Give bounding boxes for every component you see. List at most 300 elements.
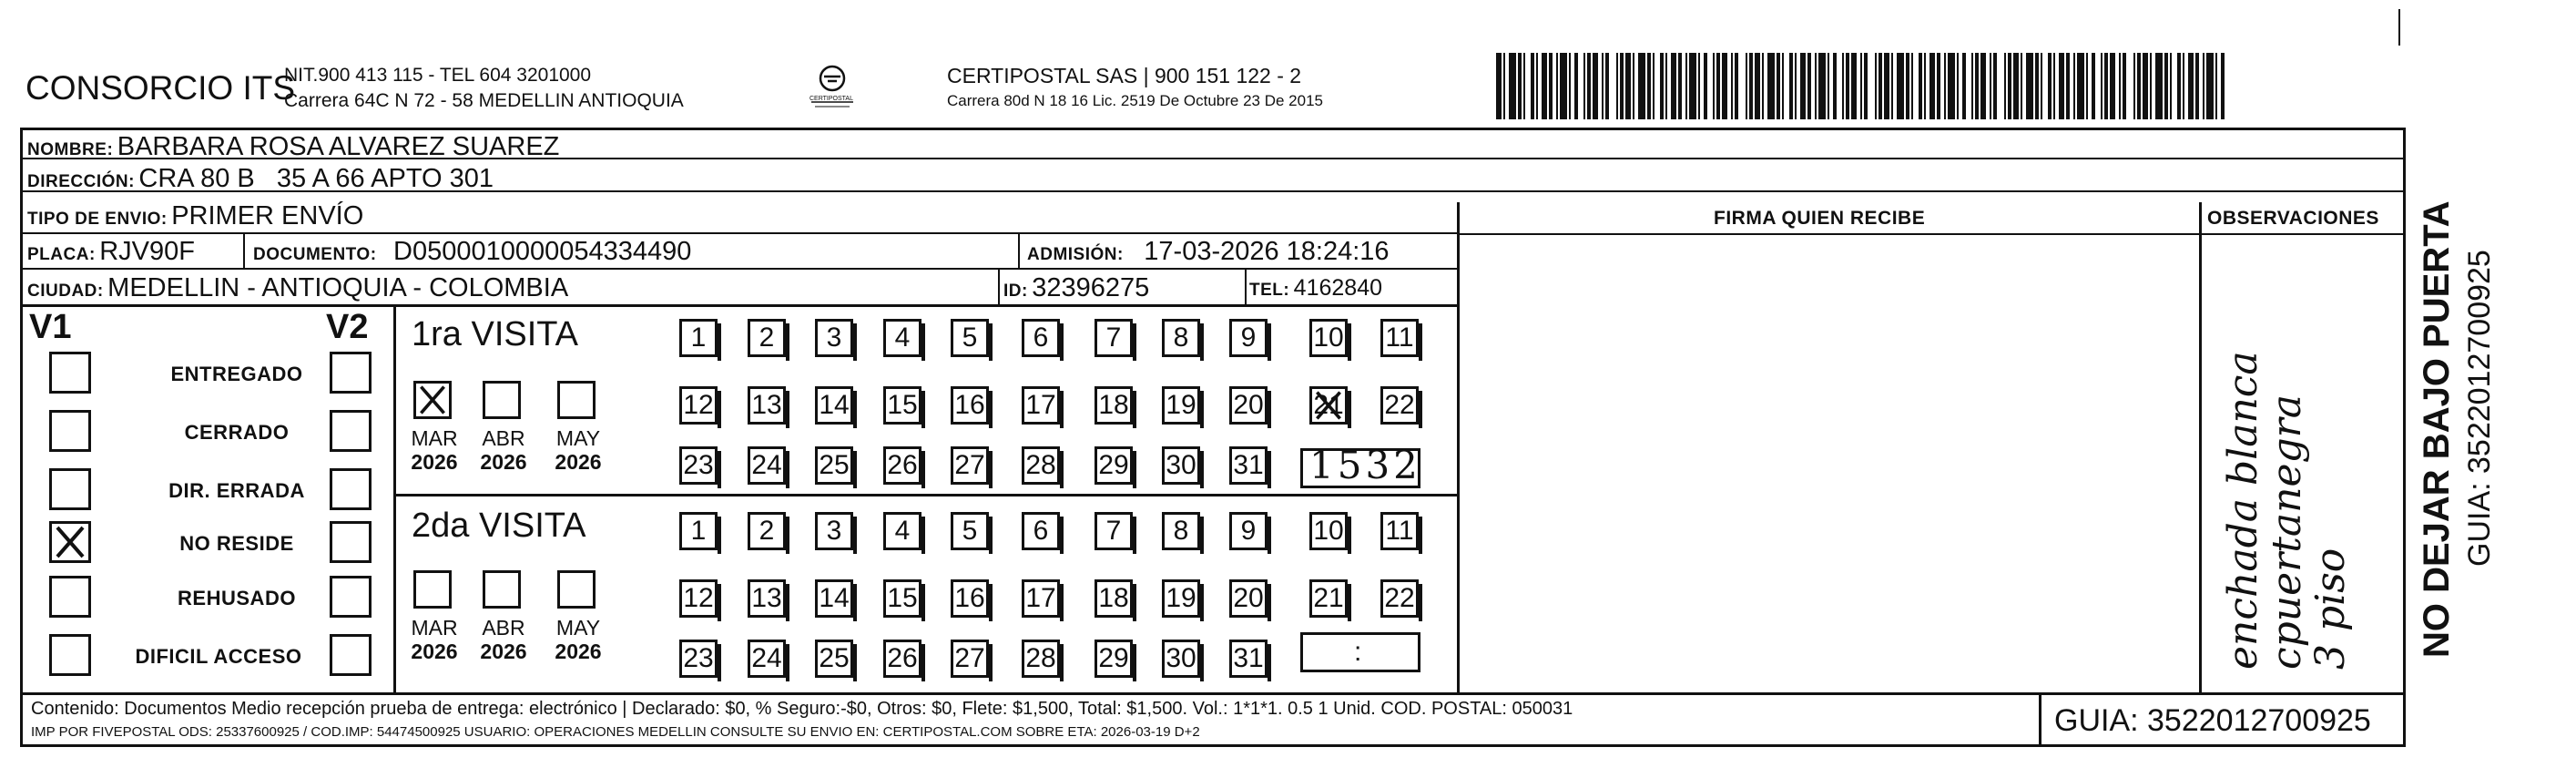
company-name: CONSORCIO ITS <box>25 69 296 107</box>
day-box[interactable] <box>1022 579 1060 618</box>
day-box[interactable] <box>748 319 786 357</box>
day-label: 31 <box>1233 450 1264 480</box>
day-label: 29 <box>1098 643 1129 673</box>
observaciones-label: OBSERVACIONES <box>2207 208 2379 229</box>
tipo-envio-label: TIPO DE ENVIO: <box>27 210 168 229</box>
month-checkbox[interactable] <box>483 381 521 419</box>
barcode-bar <box>1944 53 1946 119</box>
barcode-bar <box>1542 53 1547 119</box>
day-label: 2 <box>759 516 775 546</box>
reason-label: ENTREGADO <box>170 363 303 385</box>
barcode-bar <box>1698 53 1700 119</box>
day-box[interactable] <box>679 446 718 485</box>
day-box[interactable] <box>883 386 921 425</box>
barcode-bar <box>2092 53 2095 119</box>
barcode-bar <box>1713 53 1715 119</box>
day-box[interactable] <box>1022 319 1060 357</box>
v1-checkbox[interactable] <box>49 576 91 618</box>
barcode-bar <box>2066 53 2070 119</box>
barcode-bar <box>1828 53 1829 119</box>
reason-label: REHUSADO <box>178 587 296 609</box>
day-label: 30 <box>1166 450 1196 480</box>
day-box[interactable] <box>1022 386 1060 425</box>
day-label: 25 <box>819 643 850 673</box>
day-label: 10 <box>1313 322 1344 353</box>
second-visit-title: 2da VISITA <box>412 507 586 545</box>
reason-label: DIR. ERRADA <box>168 479 305 502</box>
v1-checkbox[interactable] <box>49 468 91 510</box>
day-box[interactable] <box>1309 579 1348 618</box>
barcode-bar <box>1782 53 1784 119</box>
v2-checkbox[interactable] <box>330 468 372 510</box>
barcode-bar <box>2206 53 2214 119</box>
year-label: 2026 <box>555 640 602 663</box>
day-box[interactable] <box>1162 446 1200 485</box>
day-box[interactable] <box>815 579 853 618</box>
day-label: 14 <box>819 583 850 613</box>
admision-label: ADMISIÓN: <box>1027 245 1124 264</box>
day-label: 27 <box>954 450 985 480</box>
documento-label: DOCUMENTO: <box>253 245 377 264</box>
month-label: MAY <box>555 426 601 450</box>
barcode-bar <box>1731 53 1733 119</box>
day-box[interactable] <box>1095 640 1133 678</box>
month-checkbox[interactable] <box>413 570 452 609</box>
barcode-bar <box>1749 53 1753 119</box>
month-label: ABR <box>482 426 525 450</box>
day-label: 14 <box>819 390 850 420</box>
barcode-bar <box>1536 53 1538 119</box>
day-box[interactable] <box>1022 446 1060 485</box>
day-label: 13 <box>751 390 782 420</box>
day-box[interactable] <box>883 446 921 485</box>
placa-value: RJV90F <box>99 237 195 266</box>
day-label: 11 <box>1385 322 1414 353</box>
barcode-bar <box>1678 53 1682 119</box>
certipostal-logo-text: CERTIPOSTAL <box>809 96 853 102</box>
day-box[interactable] <box>1162 640 1200 678</box>
day-box[interactable] <box>1162 319 1200 357</box>
year-label: 2026 <box>411 640 458 663</box>
day-box[interactable] <box>679 319 718 357</box>
day-label: 27 <box>954 643 985 673</box>
day-label: 21 <box>1313 390 1344 420</box>
barcode-bar <box>2059 53 2064 119</box>
day-label: 24 <box>751 450 782 480</box>
day-box[interactable] <box>1162 512 1200 550</box>
barcode-bar <box>1620 53 1624 119</box>
barcode-bar <box>1971 53 1973 119</box>
barcode-bar <box>2183 53 2184 119</box>
day-box[interactable] <box>1229 579 1268 618</box>
barcode-bar <box>2203 53 2204 119</box>
day-box[interactable] <box>748 386 786 425</box>
documento-value: D0500010000054334490 <box>393 237 692 266</box>
barcode-bar <box>1906 53 1909 119</box>
v2-checkbox[interactable] <box>330 576 372 618</box>
barcode-bar <box>1587 53 1591 119</box>
barcode-bar <box>1891 53 1893 119</box>
day-box[interactable] <box>748 579 786 618</box>
day-label: 19 <box>1166 583 1196 613</box>
v1-checkbox[interactable] <box>49 410 91 452</box>
barcode-bar <box>1911 53 1913 119</box>
tel-label: TEL: <box>1249 281 1290 300</box>
month-checkbox[interactable] <box>557 381 596 419</box>
day-label: 12 <box>683 583 714 613</box>
day-box[interactable] <box>815 386 853 425</box>
day-box[interactable] <box>1229 446 1268 485</box>
v1-checkbox[interactable] <box>49 352 91 394</box>
day-box[interactable] <box>1380 512 1419 550</box>
x-mark-icon <box>52 524 88 560</box>
day-label: 26 <box>887 450 918 480</box>
footer-guia: GUIA: 3522012700925 <box>2054 703 2371 738</box>
day-box[interactable] <box>1095 579 1133 618</box>
warning-text: NO DEJAR BAJO PUERTA <box>2417 200 2457 658</box>
day-box[interactable] <box>679 386 718 425</box>
day-box[interactable] <box>951 386 989 425</box>
barcode-bar <box>2077 53 2084 119</box>
ciudad-value: MEDELLIN - ANTIOQUIA - COLOMBIA <box>107 273 569 302</box>
day-label: 28 <box>1025 450 1056 480</box>
barcode-bar <box>2026 53 2033 119</box>
barcode-bar <box>1735 53 1738 119</box>
barcode-bar <box>1897 53 1904 119</box>
day-label: 8 <box>1173 322 1189 353</box>
day-label: 23 <box>683 643 714 673</box>
day-box[interactable] <box>951 640 989 678</box>
tipo-envio-value: PRIMER ENVÍO <box>171 201 364 230</box>
barcode-bar <box>1924 53 1926 119</box>
admision-value: 17-03-2026 18:24:16 <box>1144 237 1390 266</box>
v2-checkbox[interactable] <box>330 634 372 676</box>
barcode-bar <box>2013 53 2019 119</box>
day-label: 13 <box>751 583 782 613</box>
day-box[interactable] <box>1309 386 1348 425</box>
day-label: 3 <box>826 322 842 353</box>
day-label: 28 <box>1025 643 1056 673</box>
day-box[interactable] <box>883 640 921 678</box>
barcode-bar <box>1647 53 1651 119</box>
barcode-bar <box>1518 53 1522 119</box>
day-label: 12 <box>683 390 714 420</box>
barcode-bar <box>1665 53 1667 119</box>
barcode-bar <box>1593 53 1598 119</box>
month-checkbox[interactable] <box>483 570 521 609</box>
barcode-bar <box>1716 53 1720 119</box>
barcode-bar <box>1957 53 1959 119</box>
day-box[interactable] <box>1095 386 1133 425</box>
barcode-bar <box>1616 53 1618 119</box>
month-checkbox[interactable] <box>413 381 452 419</box>
barcode-bar <box>2155 53 2163 119</box>
year-label: 2026 <box>555 450 602 474</box>
day-box[interactable] <box>1229 640 1268 678</box>
day-label: 10 <box>1313 516 1344 546</box>
day-label: 17 <box>1025 390 1056 420</box>
day-label: 11 <box>1385 516 1414 546</box>
day-box[interactable] <box>1380 319 1419 357</box>
barcode-bar <box>1864 53 1868 119</box>
day-label: 4 <box>894 322 911 353</box>
barcode-bar <box>1638 53 1645 119</box>
barcode-bar <box>1689 53 1696 119</box>
day-box[interactable] <box>815 640 853 678</box>
day-box[interactable] <box>748 512 786 550</box>
v2-checkbox[interactable] <box>330 521 372 563</box>
day-label: 20 <box>1233 583 1264 613</box>
day-box[interactable] <box>1162 579 1200 618</box>
barcode-bar <box>2150 53 2152 119</box>
month-checkbox[interactable] <box>557 570 596 609</box>
barcode-bar <box>1704 53 1707 119</box>
barcode-bar <box>2008 53 2011 119</box>
barcode-bar <box>2177 53 2181 119</box>
barcode-bar <box>1879 53 1882 119</box>
day-label: 8 <box>1173 516 1189 546</box>
side-guia: GUIA: 3522012700925 <box>2462 250 2497 567</box>
first-visit-time: 1532 <box>1309 443 1421 487</box>
first-visit-title: 1ra VISITA <box>412 315 579 353</box>
day-box[interactable] <box>1229 319 1268 357</box>
barcode-bar <box>2188 53 2194 119</box>
day-box[interactable] <box>951 579 989 618</box>
day-box[interactable] <box>1022 640 1060 678</box>
barcode-bar <box>2195 53 2199 119</box>
barcode-bar <box>2101 53 2103 119</box>
day-label: 7 <box>1105 516 1122 546</box>
barcode-bar <box>1851 53 1857 119</box>
barcode-bar <box>1556 53 1558 119</box>
barcode-bar <box>1560 53 1567 119</box>
barcode-bar <box>1531 53 1534 119</box>
day-label: 1 <box>690 516 707 546</box>
day-box[interactable] <box>1022 512 1060 550</box>
day-label: 5 <box>962 322 978 353</box>
direccion-value: CRA 80 B 35 A 66 APTO 301 <box>138 164 494 193</box>
day-label: 1 <box>690 322 707 353</box>
reason-label: CERRADO <box>184 421 290 444</box>
day-label: 16 <box>954 583 985 613</box>
firma-label: FIRMA QUIEN RECIBE <box>1714 208 1926 229</box>
barcode <box>1496 53 2229 119</box>
day-box[interactable] <box>1380 579 1419 618</box>
barcode-bar <box>1549 53 1553 119</box>
barcode-bar <box>1846 53 1849 119</box>
day-box[interactable] <box>951 446 989 485</box>
barcode-bar <box>1962 53 1966 119</box>
barcode-bar <box>1875 53 1877 119</box>
observaciones-handwritten <box>2220 251 2360 670</box>
barcode-bar <box>1605 53 1609 119</box>
barcode-bar <box>2048 53 2052 119</box>
barcode-bar <box>1722 53 1727 119</box>
barcode-bar <box>2104 53 2108 119</box>
day-box[interactable] <box>883 579 921 618</box>
barcode-bar <box>1523 53 1525 119</box>
ciudad-label: CIUDAD: <box>27 282 104 301</box>
day-box[interactable] <box>679 579 718 618</box>
barcode-bar <box>1746 53 1747 119</box>
id-label: ID: <box>1003 282 1028 301</box>
barcode-bar <box>1884 53 1889 119</box>
barcode-bar <box>1833 53 1837 119</box>
year-label: 2026 <box>480 640 527 663</box>
v2-checkbox[interactable] <box>330 352 372 394</box>
barcode-bar <box>1574 53 1578 119</box>
day-box[interactable] <box>1229 512 1268 550</box>
barcode-bar <box>1777 53 1780 119</box>
day-label: 29 <box>1098 450 1129 480</box>
day-label: 30 <box>1166 643 1196 673</box>
x-mark-icon <box>1312 389 1345 422</box>
barcode-bar <box>1653 53 1655 119</box>
day-box[interactable] <box>1095 319 1133 357</box>
day-box[interactable] <box>679 512 718 550</box>
barcode-bar <box>2221 53 2225 119</box>
reason-label: NO RESIDE <box>179 532 294 555</box>
day-box[interactable] <box>951 319 989 357</box>
barcode-bar <box>2041 53 2042 119</box>
barcode-bar <box>1762 53 1764 119</box>
certipostal-logo-icon <box>806 62 859 111</box>
day-label: 9 <box>1240 516 1257 546</box>
day-box[interactable] <box>883 512 921 550</box>
v1-label: V1 <box>29 308 72 346</box>
day-label: 16 <box>954 390 985 420</box>
day-label: 18 <box>1098 583 1129 613</box>
barcode-bar <box>2021 53 2022 119</box>
day-label: 21 <box>1313 583 1344 613</box>
footer-content: Contenido: Documentos Medio recepción prueba de entrega: electrónico | Declarado: $0, % Seguro:-$0, Otros: $0, Flete: $1,500, Total: $1,500. Vol.: 1*1*1. 0.5 1 Unid. COD. POSTAL: 050031 <box>31 699 1573 719</box>
year-label: 2026 <box>411 450 458 474</box>
barcode-bar <box>2110 53 2115 119</box>
barcode-bar <box>1509 53 1516 119</box>
barcode-bar <box>1937 53 1940 119</box>
barcode-bar <box>1671 53 1676 119</box>
barcode-bar <box>2170 53 2172 119</box>
day-label: 7 <box>1105 322 1122 353</box>
day-box[interactable] <box>1380 386 1419 425</box>
barcode-bar <box>1625 53 1631 119</box>
v1-checkbox[interactable] <box>49 634 91 676</box>
day-label: 2 <box>759 322 775 353</box>
month-label: MAY <box>555 616 601 640</box>
barcode-bar <box>2143 53 2148 119</box>
day-box[interactable] <box>1095 512 1133 550</box>
barcode-bar <box>1633 53 1634 119</box>
nombre-label: NOMBRE: <box>27 140 114 159</box>
carrier-address: Carrera 80d N 18 16 Lic. 2519 De Octubre 23 De 2015 <box>947 92 1323 109</box>
barcode-bar <box>1842 53 1844 119</box>
barcode-bar <box>1800 53 1806 119</box>
tel-value: 4162840 <box>1293 275 1382 301</box>
barcode-bar <box>1860 53 1862 119</box>
barcode-bar <box>2133 53 2135 119</box>
direccion-label: DIRECCIÓN: <box>27 172 135 191</box>
day-label: 23 <box>683 450 714 480</box>
day-label: 20 <box>1233 390 1264 420</box>
day-box[interactable] <box>815 512 853 550</box>
day-label: 24 <box>751 643 782 673</box>
barcode-bar <box>1789 53 1793 119</box>
barcode-bar <box>1569 53 1571 119</box>
barcode-bar <box>2164 53 2168 119</box>
barcode-bar <box>2035 53 2039 119</box>
barcode-bar <box>1975 53 1979 119</box>
day-box[interactable] <box>1309 512 1348 550</box>
barcode-bar <box>1990 53 1991 119</box>
barcode-bar <box>1685 53 1687 119</box>
obs-line-2: cpuertanegra <box>2264 394 2310 670</box>
barcode-bar <box>1807 53 1811 119</box>
day-label: 25 <box>819 450 850 480</box>
obs-line-3: 3 piso <box>2307 548 2354 670</box>
barcode-bar <box>1993 53 1997 119</box>
day-label: 22 <box>1384 390 1415 420</box>
barcode-bar <box>1496 53 1502 119</box>
day-box[interactable] <box>1095 446 1133 485</box>
barcode-bar <box>1795 53 1797 119</box>
day-label: 18 <box>1098 390 1129 420</box>
barcode-bar <box>1583 53 1585 119</box>
day-label: 31 <box>1233 643 1264 673</box>
barcode-bar <box>1818 53 1826 119</box>
company-nit: NIT.900 413 115 - TEL 604 3201000 <box>284 65 592 86</box>
day-box[interactable] <box>679 640 718 678</box>
day-box[interactable] <box>1162 386 1200 425</box>
barcode-bar <box>2215 53 2217 119</box>
barcode-bar <box>1919 53 1922 119</box>
month-label: MAR <box>411 616 458 640</box>
barcode-bar <box>2073 53 2075 119</box>
second-visit-time: : <box>1354 637 1362 667</box>
day-label: 6 <box>1033 516 1049 546</box>
day-label: 22 <box>1384 583 1415 613</box>
v1-checkbox[interactable] <box>49 521 91 563</box>
day-box[interactable] <box>815 446 853 485</box>
day-box[interactable] <box>815 319 853 357</box>
obs-line-1: enchada blanca <box>2220 351 2266 670</box>
v2-checkbox[interactable] <box>330 410 372 452</box>
day-label: 3 <box>826 516 842 546</box>
barcode-bar <box>1767 53 1775 119</box>
day-label: 6 <box>1033 322 1049 353</box>
day-box[interactable] <box>748 640 786 678</box>
day-box[interactable] <box>1229 386 1268 425</box>
day-box[interactable] <box>883 319 921 357</box>
barcode-bar <box>1815 53 1817 119</box>
day-box[interactable] <box>1309 319 1348 357</box>
barcode-bar <box>2053 53 2055 119</box>
month-label: MAR <box>411 426 458 450</box>
barcode-bar <box>2119 53 2121 119</box>
day-label: 4 <box>894 516 911 546</box>
day-label: 15 <box>887 390 918 420</box>
carrier-name: CERTIPOSTAL SAS | 900 151 122 - 2 <box>947 64 1302 87</box>
barcode-bar <box>2137 53 2141 119</box>
day-label: 5 <box>962 516 978 546</box>
day-box[interactable] <box>748 446 786 485</box>
barcode-bar <box>1948 53 1955 119</box>
barcode-bar <box>1660 53 1664 119</box>
day-box[interactable] <box>951 512 989 550</box>
x-mark-icon <box>416 384 449 416</box>
reason-label: DIFICIL ACCESO <box>135 645 302 668</box>
nombre-value: BARBARA ROSA ALVAREZ SUAREZ <box>117 132 560 161</box>
day-label: 26 <box>887 643 918 673</box>
